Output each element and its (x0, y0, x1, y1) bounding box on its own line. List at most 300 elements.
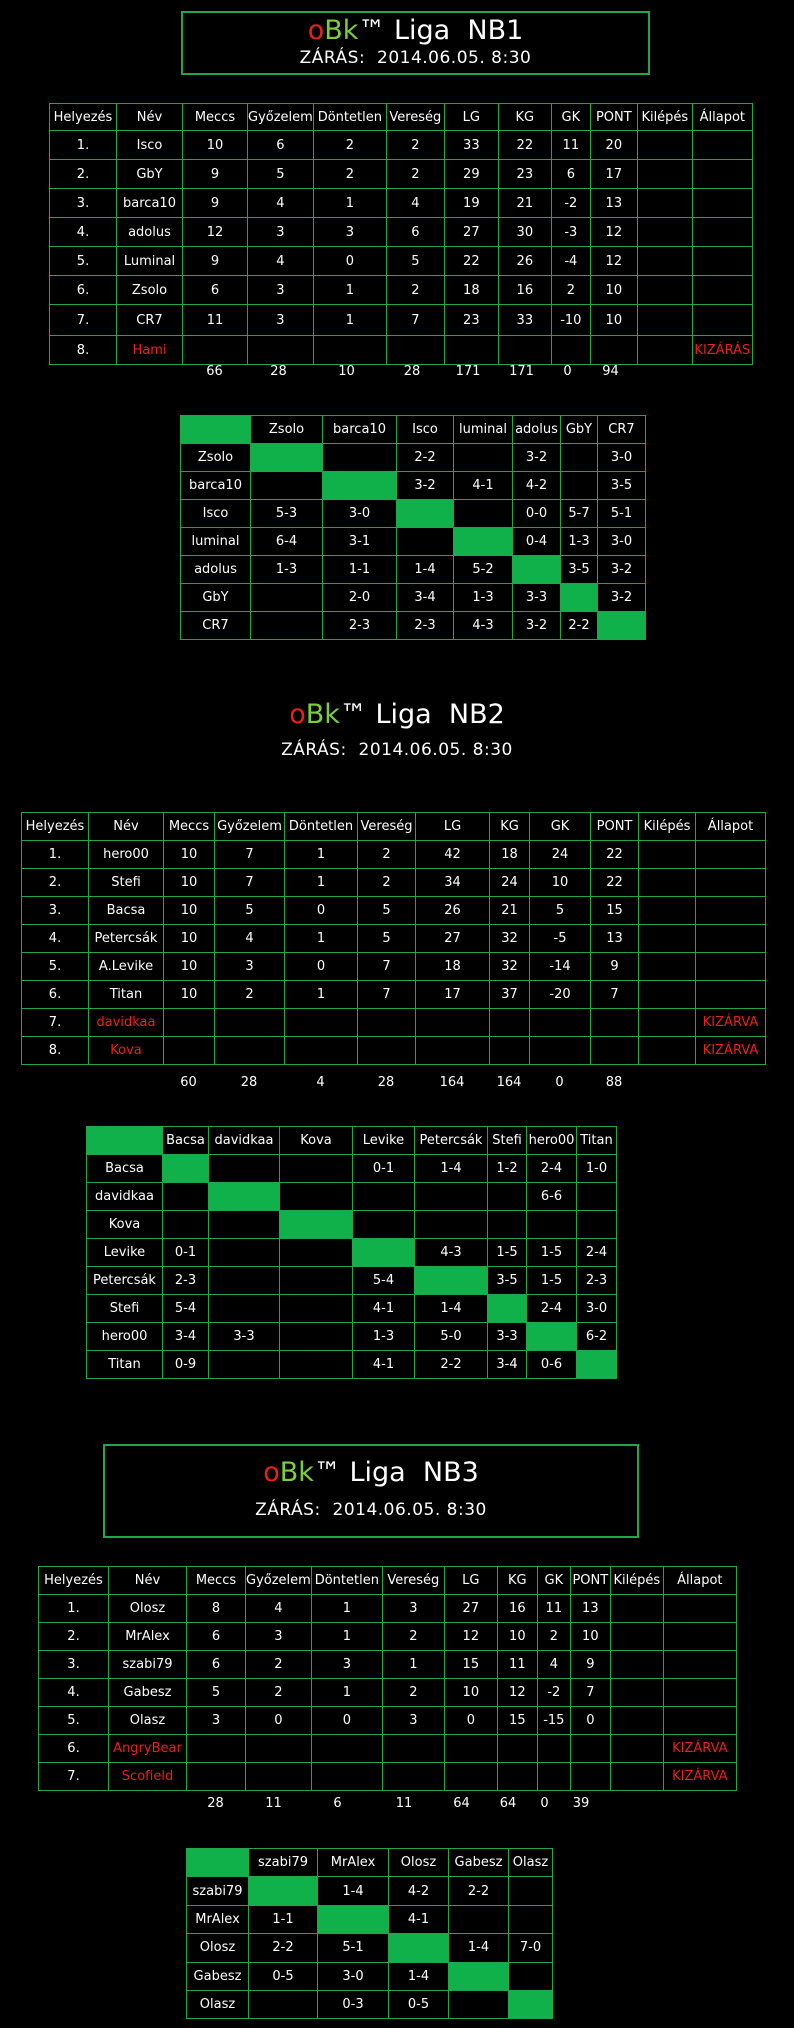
match-result-cell: 3-2 (397, 472, 454, 500)
match-result-cell: 3-0 (323, 500, 397, 528)
status-cell: KIZÁRVA (663, 1763, 736, 1791)
player-name-cell: Olosz (109, 1595, 187, 1623)
stat-cell: 10 (590, 305, 637, 336)
match-result-cell: 0-1 (163, 1239, 209, 1267)
stat-cell: 12 (590, 218, 637, 247)
match-result-cell: 2-3 (163, 1267, 209, 1295)
stat-cell: 1 (285, 981, 358, 1009)
match-result-cell: 2-2 (397, 444, 454, 472)
match-result-cell (280, 1295, 353, 1323)
stat-cell: -5 (530, 925, 591, 953)
stat-cell: 7 (358, 953, 416, 981)
status-cell (696, 897, 766, 925)
stat-cell: 13 (591, 925, 639, 953)
match-result-cell (353, 1183, 415, 1211)
matrix-diagonal-cell (209, 1183, 280, 1211)
stat-cell: 5 (386, 247, 444, 276)
stat-cell: 18 (444, 276, 498, 305)
column-header: Győzelem (215, 813, 285, 841)
match-result-cell: 5-1 (318, 1934, 389, 1962)
column-header: GK (551, 104, 590, 131)
matrix-row-header: barca10 (181, 472, 251, 500)
rank-cell: 2. (22, 869, 89, 897)
stat-cell (382, 1735, 444, 1763)
stat-cell: 5 (248, 160, 314, 189)
match-result-cell: 0-6 (527, 1351, 577, 1379)
total-value: 88 (605, 1075, 623, 1090)
stat-cell (416, 1009, 490, 1037)
table-row (22, 1037, 766, 1065)
match-result-cell (280, 1183, 353, 1211)
stat-cell (610, 1651, 663, 1679)
stat-cell: 7 (570, 1679, 610, 1707)
table-header-row (39, 1567, 737, 1595)
rank-cell: 4. (39, 1679, 109, 1707)
column-header: KG (498, 104, 551, 131)
stat-cell (570, 1763, 610, 1791)
match-result-cell: 6-2 (577, 1323, 617, 1351)
column-header: Kilépés (610, 1567, 663, 1595)
stat-cell: 3 (246, 1623, 312, 1651)
stat-cell: 2 (358, 841, 416, 869)
stat-cell: 42 (416, 841, 490, 869)
stat-cell: -10 (551, 305, 590, 336)
stat-cell: 10 (590, 276, 637, 305)
stat-cell: 3 (311, 1651, 382, 1679)
player-name-cell: davidkaa (89, 1009, 164, 1037)
match-result-cell: 2-2 (449, 1877, 509, 1905)
column-header: Név (117, 104, 183, 131)
match-result-cell (280, 1351, 353, 1379)
stat-cell: 4 (248, 189, 314, 218)
table-row (22, 897, 766, 925)
match-result-cell: 3-0 (577, 1295, 617, 1323)
rank-cell: 7. (50, 305, 117, 336)
matrix-row (87, 1267, 617, 1295)
stat-cell: 5 (187, 1679, 246, 1707)
player-name-cell: Bacsa (89, 897, 164, 925)
stat-cell (285, 1037, 358, 1065)
player-name-cell: adolus (117, 218, 183, 247)
stat-cell: 19 (444, 189, 498, 218)
stat-cell: 3 (248, 276, 314, 305)
total-value: 4 (316, 1075, 325, 1090)
matrix-column-header: GbY (561, 416, 598, 444)
match-result-cell (527, 1211, 577, 1239)
matrix-row (87, 1323, 617, 1351)
rank-cell: 3. (50, 189, 117, 218)
total-value: 171 (509, 364, 534, 379)
matrix-row (87, 1351, 617, 1379)
player-name-cell: Titan (89, 981, 164, 1009)
stat-cell: 7 (215, 869, 285, 897)
table-row (22, 869, 766, 897)
matrix-row (187, 1990, 553, 2018)
match-result-cell: 4-3 (454, 612, 513, 640)
stat-cell (610, 1707, 663, 1735)
match-result-cell (415, 1211, 488, 1239)
match-result-cell: 5-7 (561, 500, 598, 528)
stat-cell: 4 (246, 1595, 312, 1623)
nb3-closing-date: ZÁRÁS: 2014.06.05. 8:30 (255, 1500, 487, 1520)
rank-cell: 1. (22, 841, 89, 869)
match-result-cell (251, 584, 323, 612)
stat-cell (639, 925, 696, 953)
stat-cell: 2 (382, 1623, 444, 1651)
status-cell (692, 160, 752, 189)
match-result-cell: 6-6 (527, 1183, 577, 1211)
stat-cell: 0 (313, 247, 386, 276)
matrix-column-header: luminal (454, 416, 513, 444)
matrix-diagonal-cell (251, 444, 323, 472)
stat-cell (537, 1763, 570, 1791)
column-header: Helyezés (39, 1567, 109, 1595)
matrix-row-header: Zsolo (181, 444, 251, 472)
matrix-column-header: Titan (577, 1127, 617, 1155)
table-row (39, 1707, 737, 1735)
stat-cell: 15 (444, 1651, 497, 1679)
stat-cell (639, 869, 696, 897)
column-header: KG (497, 1567, 537, 1595)
status-cell (696, 925, 766, 953)
column-header: Helyezés (50, 104, 117, 131)
match-result-cell: 1-5 (488, 1239, 527, 1267)
stat-cell (551, 336, 590, 365)
matrix-diagonal-cell (509, 1990, 553, 2018)
match-result-cell (577, 1211, 617, 1239)
stat-cell: 37 (490, 981, 530, 1009)
match-result-cell: 1-3 (251, 556, 323, 584)
table-row (39, 1595, 737, 1623)
stat-cell: 2 (386, 160, 444, 189)
match-result-cell (397, 528, 454, 556)
matrix-row-header: Titan (87, 1351, 163, 1379)
match-result-cell: 5-3 (251, 500, 323, 528)
stat-cell (285, 1009, 358, 1037)
stat-cell: 15 (591, 897, 639, 925)
stat-cell (610, 1735, 663, 1763)
table-row (22, 953, 766, 981)
matrix-row-header: davidkaa (87, 1183, 163, 1211)
stat-cell: 6 (183, 276, 248, 305)
stat-cell: 22 (591, 841, 639, 869)
stat-cell: -4 (551, 247, 590, 276)
stat-cell: 1 (313, 189, 386, 218)
column-header: Győzelem (246, 1567, 312, 1595)
stat-cell (313, 336, 386, 365)
match-result-cell (488, 1211, 527, 1239)
column-header: Döntetlen (311, 1567, 382, 1595)
matrix-row-header: szabi79 (187, 1877, 249, 1905)
match-result-cell: 4-2 (389, 1877, 449, 1905)
matrix-column-header: MrAlex (318, 1849, 389, 1877)
match-result-cell: 6-4 (251, 528, 323, 556)
match-result-cell: 2-2 (561, 612, 598, 640)
stat-cell: 2 (246, 1651, 312, 1679)
stat-cell: 3 (382, 1595, 444, 1623)
total-value: 64 (453, 1796, 470, 1811)
match-result-cell (323, 444, 397, 472)
match-result-cell: 2-0 (323, 584, 397, 612)
matrix-row (187, 1877, 553, 1905)
matrix-row-header: Stefi (87, 1295, 163, 1323)
column-header: LG (416, 813, 490, 841)
match-result-cell (454, 444, 513, 472)
match-result-cell: 3-3 (513, 584, 561, 612)
stat-cell (187, 1735, 246, 1763)
match-result-cell: 4-1 (353, 1351, 415, 1379)
match-result-cell: 1-4 (318, 1877, 389, 1905)
rank-cell: 4. (22, 925, 89, 953)
matrix-diagonal-cell (397, 500, 454, 528)
stat-cell (164, 1037, 215, 1065)
match-result-cell (209, 1351, 280, 1379)
player-name-cell: Kova (89, 1037, 164, 1065)
stat-cell: 10 (497, 1623, 537, 1651)
match-result-cell: 4-1 (389, 1905, 449, 1933)
stat-cell: 6 (187, 1623, 246, 1651)
stat-cell: 4 (537, 1651, 570, 1679)
match-result-cell (280, 1239, 353, 1267)
column-header: Döntetlen (285, 813, 358, 841)
matrix-row-header: Olosz (187, 1934, 249, 1962)
matrix-row (87, 1183, 617, 1211)
table-row (50, 189, 753, 218)
stat-cell (610, 1763, 663, 1791)
stat-cell: 33 (498, 305, 551, 336)
stat-cell (498, 336, 551, 365)
matrix-diagonal-cell (561, 584, 598, 612)
matrix-row (187, 1962, 553, 1990)
column-header: Állapot (696, 813, 766, 841)
stat-cell: 11 (537, 1595, 570, 1623)
stat-cell (637, 276, 692, 305)
match-result-cell (251, 472, 323, 500)
player-name-cell: Hami (117, 336, 183, 365)
stat-cell (639, 953, 696, 981)
stat-cell: 1 (313, 276, 386, 305)
match-result-cell (209, 1155, 280, 1183)
match-result-cell: 3-2 (598, 584, 646, 612)
match-result-cell (209, 1239, 280, 1267)
rank-cell: 6. (39, 1735, 109, 1763)
column-header: Név (89, 813, 164, 841)
stat-cell: 27 (444, 218, 498, 247)
match-result-cell: 2-4 (527, 1155, 577, 1183)
match-result-cell: 1-3 (454, 584, 513, 612)
matrix-row-header: Olasz (187, 1990, 249, 2018)
match-result-cell (577, 1183, 617, 1211)
stat-cell: 7 (591, 981, 639, 1009)
stat-cell: 10 (164, 897, 215, 925)
match-result-cell: 1-5 (527, 1239, 577, 1267)
player-name-cell: Zsolo (117, 276, 183, 305)
stat-cell: -20 (530, 981, 591, 1009)
match-result-cell (209, 1295, 280, 1323)
stat-cell: 1 (311, 1595, 382, 1623)
stat-cell (637, 247, 692, 276)
matrix-header-row (181, 416, 646, 444)
stat-cell: 17 (590, 160, 637, 189)
rank-cell: 3. (39, 1651, 109, 1679)
column-header: Név (109, 1567, 187, 1595)
matrix-row-header: Levike (87, 1239, 163, 1267)
table-row (50, 276, 753, 305)
table-row (39, 1651, 737, 1679)
stat-cell: 32 (490, 953, 530, 981)
matrix-column-header: Gabesz (449, 1849, 509, 1877)
stat-cell: 3 (313, 218, 386, 247)
stat-cell (382, 1763, 444, 1791)
table-row (50, 160, 753, 189)
stat-cell: 5 (215, 897, 285, 925)
matrix-row-header: Kova (87, 1211, 163, 1239)
stat-cell: 3 (215, 953, 285, 981)
total-value: 28 (207, 1796, 224, 1811)
match-result-cell: 4-3 (415, 1239, 488, 1267)
match-result-cell: 3-0 (598, 444, 646, 472)
stat-cell: 4 (386, 189, 444, 218)
matrix-corner-cell (87, 1127, 163, 1155)
column-header: Vereség (358, 813, 416, 841)
stat-cell: 11 (183, 305, 248, 336)
player-name-cell: Isco (117, 131, 183, 160)
table-row (22, 841, 766, 869)
nb2-title: oBk™ Liga NB2 (289, 699, 505, 730)
match-result-cell (509, 1905, 553, 1933)
stat-cell: 12 (497, 1679, 537, 1707)
stat-cell: 20 (590, 131, 637, 160)
table-row (50, 131, 753, 160)
player-name-cell: AngryBear (109, 1735, 187, 1763)
matrix-corner-cell (181, 416, 251, 444)
column-header: Vereség (382, 1567, 444, 1595)
total-value: 0 (555, 1075, 564, 1090)
stat-cell: 10 (183, 131, 248, 160)
match-result-cell: 5-2 (454, 556, 513, 584)
match-result-cell (449, 1905, 509, 1933)
stat-cell (444, 336, 498, 365)
matrix-row (87, 1295, 617, 1323)
match-result-cell: 3-4 (488, 1351, 527, 1379)
total-value: 0 (563, 364, 572, 379)
stat-cell: 12 (590, 247, 637, 276)
stat-cell: 13 (570, 1595, 610, 1623)
stat-cell (610, 1679, 663, 1707)
total-value: 6 (333, 1796, 342, 1811)
match-result-cell: 3-5 (488, 1267, 527, 1295)
match-result-cell: 0-1 (353, 1155, 415, 1183)
stat-cell: 1 (285, 841, 358, 869)
status-cell (692, 305, 752, 336)
matrix-row (187, 1934, 553, 1962)
status-cell (692, 276, 752, 305)
stat-cell: 15 (497, 1707, 537, 1735)
matrix-column-header: Olasz (509, 1849, 553, 1877)
matrix-column-header: barca10 (323, 416, 397, 444)
stat-cell: 6 (248, 131, 314, 160)
match-result-cell: 4-1 (353, 1295, 415, 1323)
stat-cell: 6 (386, 218, 444, 247)
rank-cell: 5. (50, 247, 117, 276)
table-row (39, 1679, 737, 1707)
matrix-row-header: Bacsa (87, 1155, 163, 1183)
table-row (50, 305, 753, 336)
matrix-column-header: Isco (397, 416, 454, 444)
stat-cell: 9 (183, 189, 248, 218)
stat-cell: 5 (358, 925, 416, 953)
match-result-cell: 1-1 (249, 1905, 318, 1933)
stat-cell: 21 (498, 189, 551, 218)
stat-cell (164, 1009, 215, 1037)
nb1-title: oBk™ Liga NB1 (307, 15, 524, 46)
stat-cell (358, 1037, 416, 1065)
match-result-cell: 1-5 (527, 1267, 577, 1295)
matrix-row-header: luminal (181, 528, 251, 556)
stat-cell: 27 (444, 1595, 497, 1623)
table-row (39, 1763, 737, 1791)
rank-cell: 5. (39, 1707, 109, 1735)
stat-cell: 10 (164, 953, 215, 981)
stat-cell: 0 (444, 1707, 497, 1735)
stat-cell (497, 1763, 537, 1791)
rank-cell: 1. (50, 131, 117, 160)
status-cell (696, 953, 766, 981)
matrix-row (181, 444, 646, 472)
match-result-cell (561, 472, 598, 500)
stat-cell: 6 (551, 160, 590, 189)
stat-cell (358, 1009, 416, 1037)
matrix-row (87, 1239, 617, 1267)
stat-cell: 3 (187, 1707, 246, 1735)
column-header: Állapot (663, 1567, 736, 1595)
column-header: Döntetlen (313, 104, 386, 131)
stat-cell: 24 (490, 869, 530, 897)
stat-cell: 1 (311, 1623, 382, 1651)
stat-cell: 9 (183, 247, 248, 276)
match-result-cell: 1-4 (397, 556, 454, 584)
stat-cell: 8 (187, 1595, 246, 1623)
match-result-cell (509, 1962, 553, 1990)
total-value: 28 (377, 1075, 395, 1090)
column-header: Meccs (164, 813, 215, 841)
column-header: Állapot (692, 104, 752, 131)
stat-cell: 3 (248, 305, 314, 336)
stat-cell: 2 (313, 131, 386, 160)
column-header: PONT (591, 813, 639, 841)
match-result-cell: 3-0 (318, 1962, 389, 1990)
stat-cell: 11 (551, 131, 590, 160)
player-name-cell: Olasz (109, 1707, 187, 1735)
table-row (22, 925, 766, 953)
stat-cell: 22 (498, 131, 551, 160)
match-result-cell (353, 1211, 415, 1239)
stat-cell: 7 (358, 981, 416, 1009)
stat-cell (639, 981, 696, 1009)
stat-cell (183, 336, 248, 365)
column-header: Kilépés (637, 104, 692, 131)
status-cell (696, 981, 766, 1009)
status-cell (692, 131, 752, 160)
matrix-row (87, 1155, 617, 1183)
match-result-cell: 2-4 (527, 1295, 577, 1323)
stat-cell: 2 (358, 869, 416, 897)
table-header-row (50, 104, 753, 131)
stat-cell: -2 (537, 1679, 570, 1707)
player-name-cell: hero00 (89, 841, 164, 869)
stat-cell: 2 (313, 160, 386, 189)
status-cell (663, 1707, 736, 1735)
